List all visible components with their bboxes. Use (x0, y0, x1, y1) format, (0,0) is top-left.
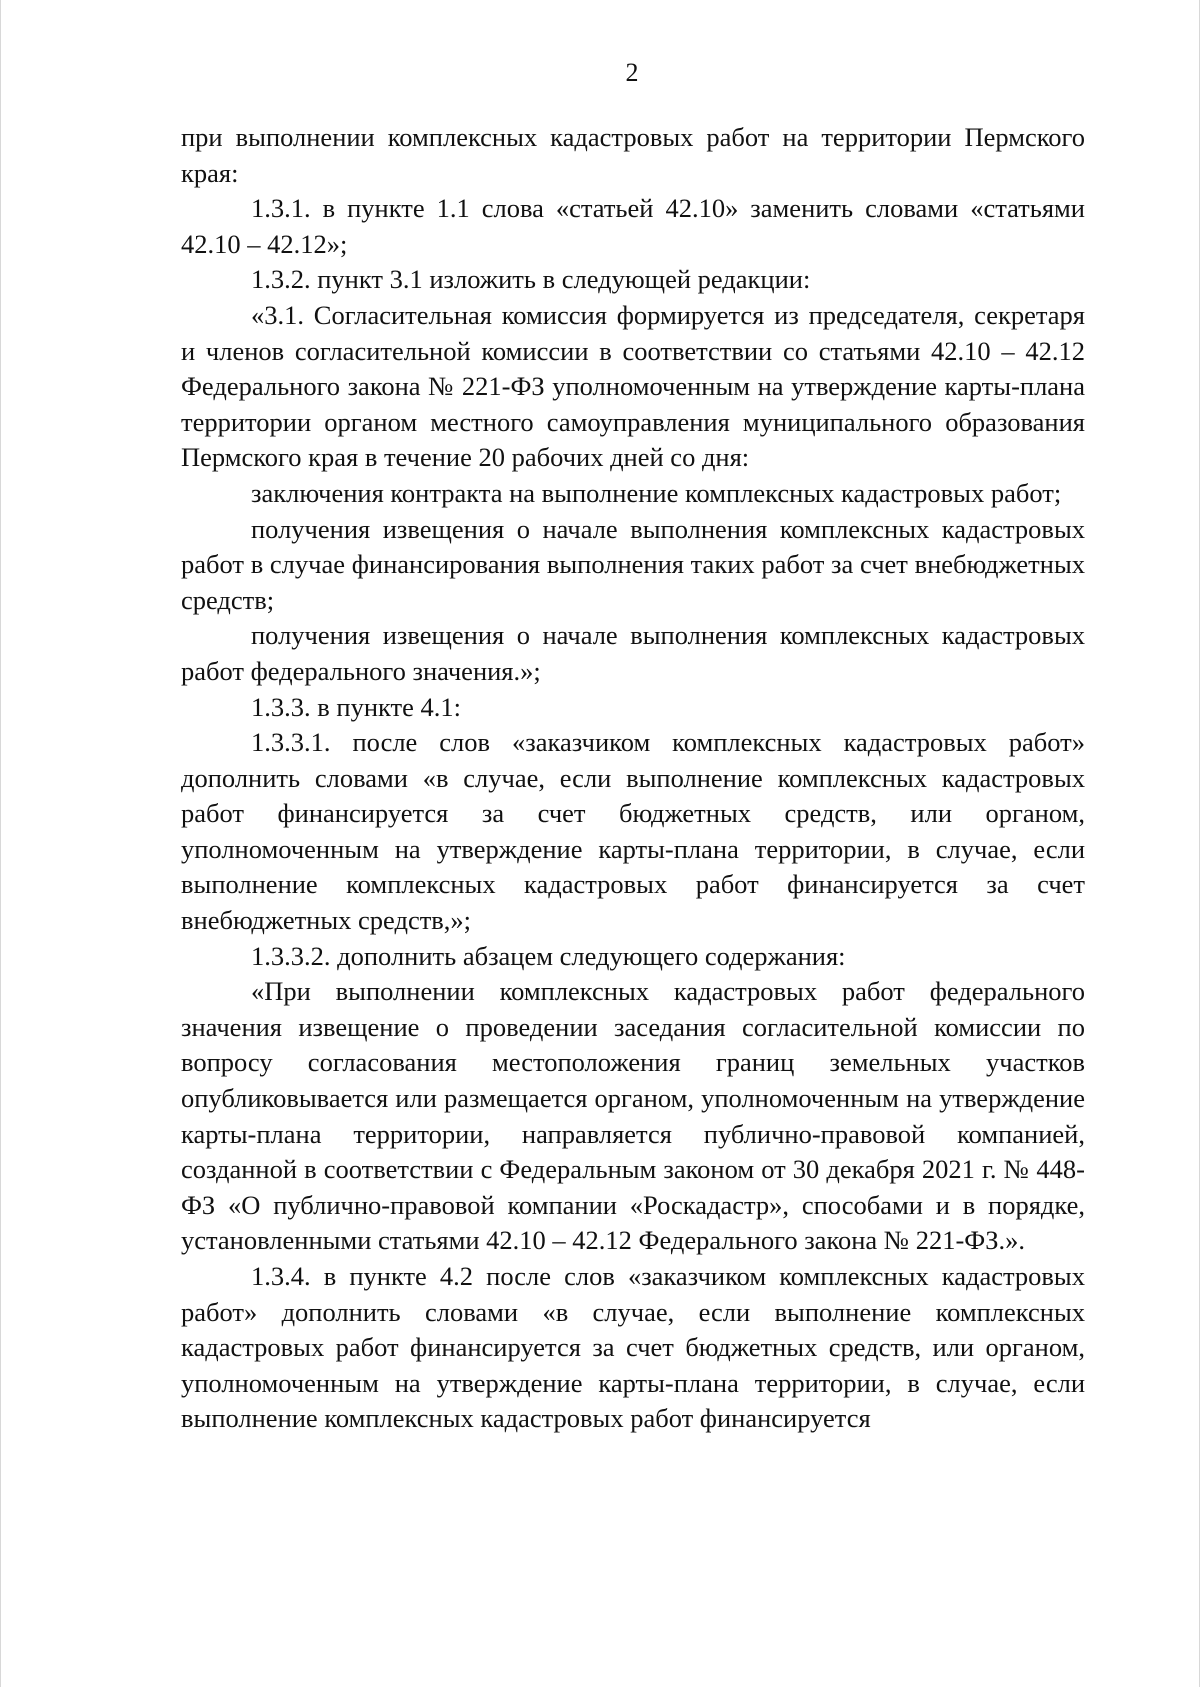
paragraph-1-3-1: 1.3.1. в пункте 1.1 слова «статьей 42.10» заменить словами «статьями 42.10 – 42.12»; (181, 193, 1085, 259)
paragraph-1-3-2: 1.3.2. пункт 3.1 изложить в следующей редакции: (251, 264, 811, 295)
paragraph-notice-offbudget: получения извещения о начале выполнения комплексных кадастровых работ в случае финансирования выполнения таких работ за счет внебюджетных средств; (181, 513, 1085, 615)
paragraph-federal-works-quote: «При выполнении комплексных кадастровых работ федерального значения извещение о проведении заседания согласительной комиссии по вопросу согласования местоположения границ земельных участков опубликовывается или размещается органом, уполномоченным на утверждение карты-плана территории, направляется публично-правовой компанией, созданной в соответствии с Федеральным законом от 30 декабря 2021 г. № 448-ФЗ «О публично-правовой компании «Роскадастр», способами и в порядке, установленными статьями 42.10 – 42.12 Федерального закона № 221-ФЗ.». (181, 976, 1085, 1256)
paragraph-1-3-3-1: 1.3.3.1. после слов «заказчиком комплексных кадастровых работ» дополнить словами «в случае, если выполнение комплексных кадастровых работ финансируется за счет бюджетных средств, или органом, уполномоченным на утверждение карты-плана территории, в случае, если выполнение комплексных кадастровых работ финансируется за счет внебюджетных средств,»; (181, 727, 1085, 936)
paragraph-contract: заключения контракта на выполнение комплексных кадастровых работ; (251, 477, 1062, 508)
paragraph-1-3-3-2: 1.3.3.2. дополнить абзацем следующего содержания: (251, 940, 846, 971)
paragraph-notice-federal: получения извещения о начале выполнения комплексных кадастровых работ федерального значения.»; (181, 620, 1085, 686)
paragraph-3-1-quote: «3.1. Согласительная комиссия формируется из председателя, секретаря и членов согласительной комиссии в соответствии со статьями 42.10 – 42.12 Федерального закона № 221-ФЗ уполномоченным на утверждение карты-плана территории органом местного самоуправления муниципального образования Пермского края в течение 20 рабочих дней со дня: (181, 299, 1085, 473)
page-number: 2 (625, 58, 639, 87)
paragraph-continuation: при выполнении комплексных кадастровых работ на территории Пермского края: (181, 122, 1085, 188)
paragraph-1-3-3: 1.3.3. в пункте 4.1: (251, 691, 461, 722)
paragraph-1-3-4: 1.3.4. в пункте 4.2 после слов «заказчиком комплексных кадастровых работ» дополнить словами «в случае, если выполнение комплексных кадастровых работ финансируется за счет бюджетных средств, или органом, уполномоченным на утверждение карты-плана территории, в случае, если выполнение комплексных кадастровых работ финансируется (181, 1261, 1085, 1434)
document-body (181, 120, 1085, 1437)
